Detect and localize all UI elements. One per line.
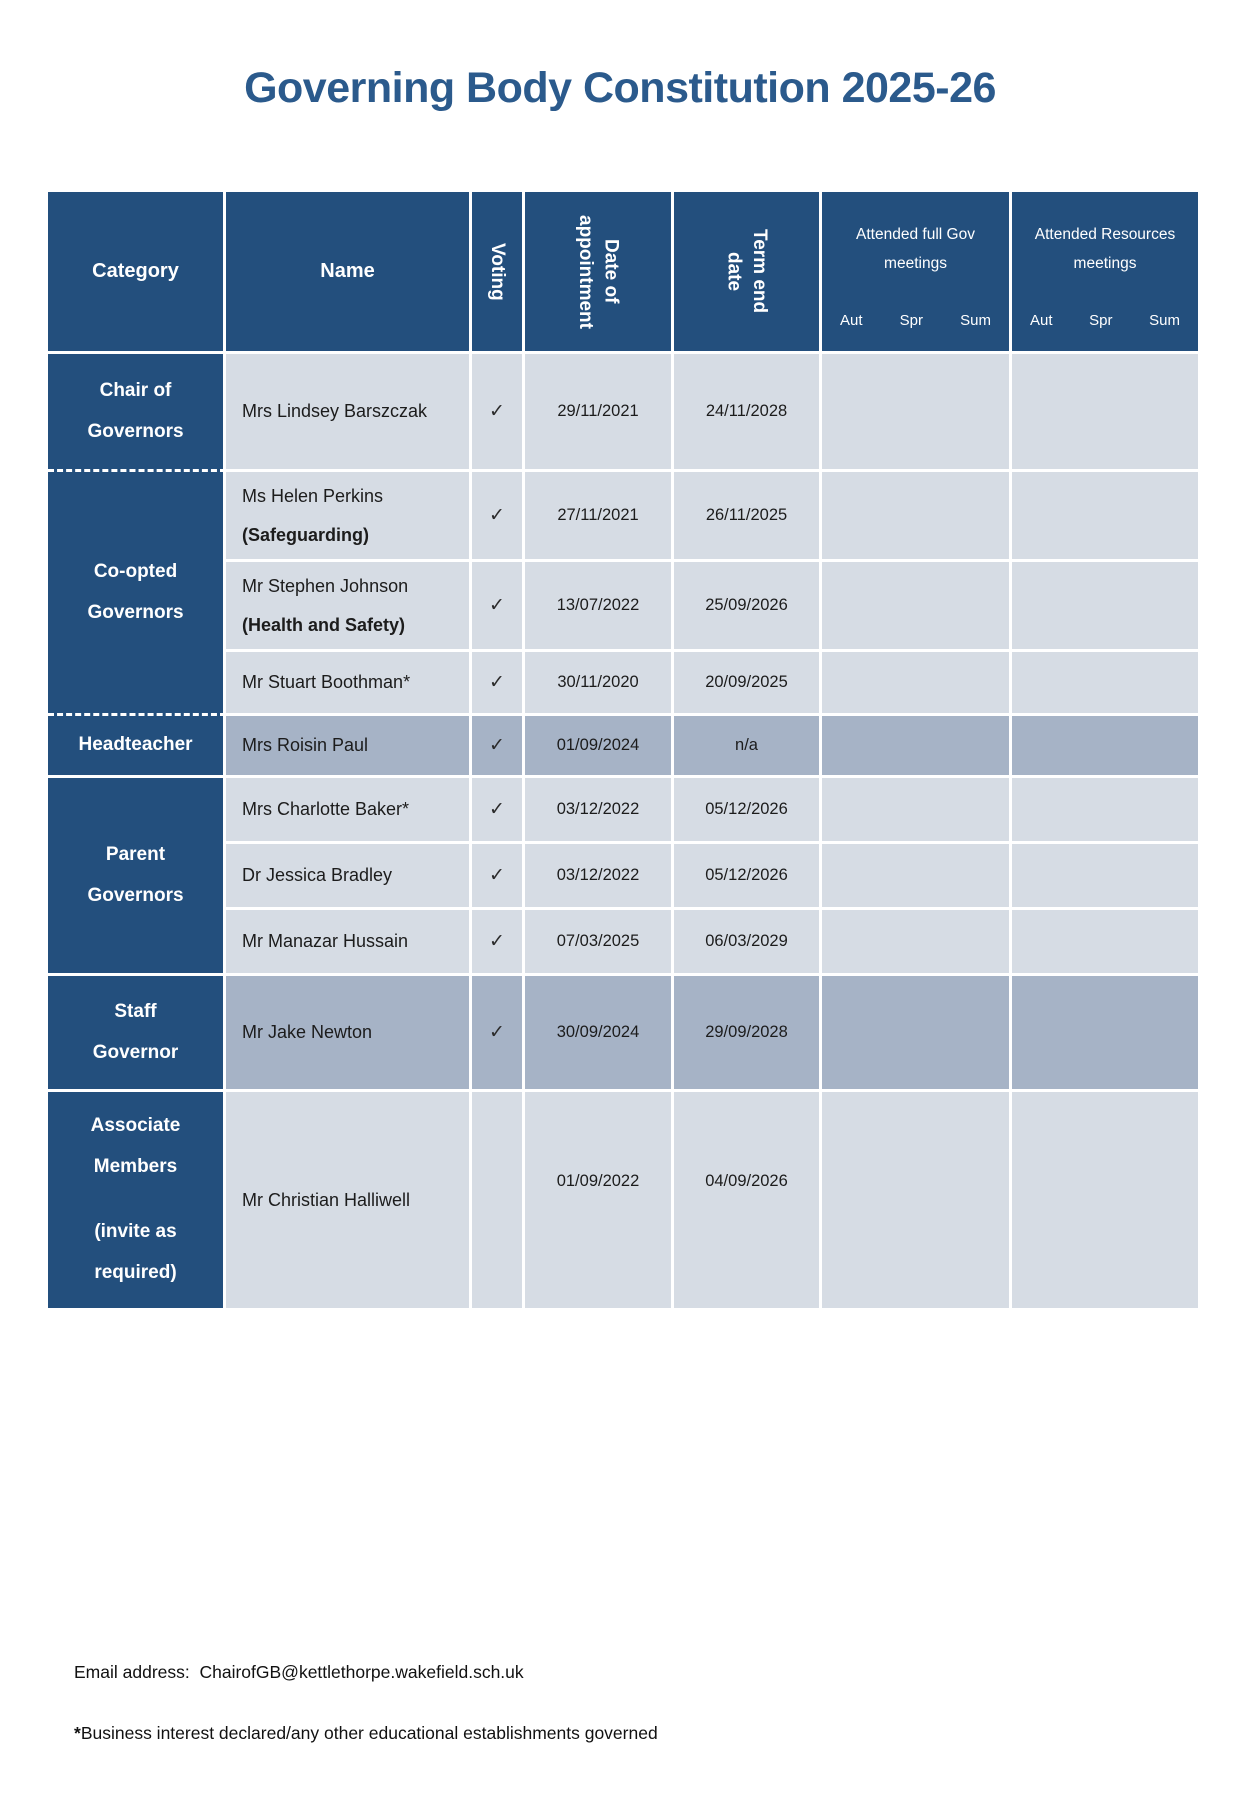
term-end-cell [674,976,822,1092]
header-voting-label: Voting [486,242,508,301]
appointment-date-cell [525,1092,674,1308]
attendance-full-gov-cell [822,652,1012,716]
attendance-full-gov-cell [822,716,1012,778]
appointment-date: 03/12/2022 [556,800,640,818]
governor-name: Ms Helen Perkins [242,485,384,506]
category-note: (invite as required) [94,1221,177,1283]
voting-cell [472,910,525,976]
term-end-date: n/a [735,736,758,754]
appointment-date-cell [525,778,674,844]
voting-cell [472,976,525,1092]
voting-cell [472,652,525,716]
governor-name: Mr Stuart Boothman* [242,672,411,692]
attendance-full-gov-cell [822,472,1012,562]
term-end-date: 04/09/2026 [705,1172,788,1190]
table-row-name [226,354,472,472]
header-date-of-appointment [525,192,674,354]
checkmark-icon: ✓ [489,595,505,616]
appointment-date: 29/11/2021 [557,402,639,420]
footer [74,1662,658,1744]
governor-role: (Safeguarding) [242,524,370,545]
term-end-cell [674,1092,822,1308]
voting-cell [472,1092,525,1308]
category-chair-of-governors [48,354,226,472]
governor-name: Mr Jake Newton [242,1022,373,1042]
header-attended-full-gov [822,192,1012,354]
term-aut-label: Aut [840,312,863,329]
term-end-date: 26/11/2025 [705,506,788,524]
table-row-name [226,472,472,562]
header-resources-terms [1024,312,1186,329]
attendance-full-gov-cell [822,778,1012,844]
appointment-date: 01/09/2022 [556,1172,640,1190]
checkmark-icon: ✓ [489,735,505,756]
category-headteacher [48,716,226,778]
appointment-date: 30/11/2020 [557,673,639,691]
term-aut-label: Aut [1030,312,1053,329]
note-text: Business interest declared/any other educational establishments governed [80,1723,658,1743]
governor-name: Mr Christian Halliwell [242,1189,411,1210]
voting-cell [472,354,525,472]
term-end-cell [674,472,822,562]
category-label: Staff Governor [92,1000,179,1063]
header-attended-resources [1012,192,1198,354]
table-row-name [226,562,472,652]
term-sum-label: Sum [960,312,991,329]
table-row-name [226,652,472,716]
term-end-cell [674,910,822,976]
term-end-date: 24/11/2028 [705,402,788,420]
term-end-cell [674,562,822,652]
term-end-date: 05/12/2026 [705,866,788,884]
category-co-opted-governors [48,472,226,716]
appointment-date: 27/11/2021 [557,506,639,524]
checkmark-icon: ✓ [489,672,505,693]
email-label: Email address: [74,1662,190,1682]
header-name [226,192,472,354]
term-sum-label: Sum [1149,312,1180,329]
term-end-cell [674,778,822,844]
page-title: Governing Body Constitution 2025-26 [244,64,996,112]
attendance-resources-cell [1012,910,1198,976]
header-term-end-date-label: Term end date [723,229,771,314]
email-value: ChairofGB@kettlethorpe.wakefield.sch.uk [199,1662,524,1682]
checkmark-icon: ✓ [489,505,505,526]
category-associate-members [48,1092,226,1308]
appointment-date: 30/09/2024 [556,1023,640,1041]
term-end-cell [674,844,822,910]
header-voting [472,192,525,354]
governor-name: Mrs Roisin Paul [242,735,369,755]
attendance-resources-cell [1012,1092,1198,1308]
term-spr-label: Spr [899,312,923,329]
table-row-name [226,778,472,844]
checkmark-icon: ✓ [489,799,505,820]
table-row-name [226,1092,472,1308]
governor-name: Mrs Lindsey Barszczak [242,401,428,421]
voting-cell [472,562,525,652]
checkmark-icon: ✓ [489,865,505,886]
attendance-full-gov-cell [822,844,1012,910]
category-parent-governors [48,778,226,976]
term-end-date: 25/09/2026 [705,596,788,614]
appointment-date-cell [525,716,674,778]
attendance-full-gov-cell [822,976,1012,1092]
appointment-date-cell [525,562,674,652]
checkmark-icon: ✓ [489,401,505,422]
voting-cell [472,716,525,778]
term-end-date: 06/03/2029 [705,932,788,950]
governor-role: (Health and Safety) [242,614,406,635]
category-label: Associate Members [90,1115,181,1178]
attendance-full-gov-cell [822,354,1012,472]
table-row-name [226,910,472,976]
appointment-date-cell [525,354,674,472]
attendance-resources-cell [1012,778,1198,844]
governor-name: Dr Jessica Bradley [242,865,393,885]
attendance-resources-cell [1012,354,1198,472]
appointment-date-cell [525,976,674,1092]
governor-name: Mr Stephen Johnson [242,575,409,596]
appointment-date-cell [525,910,674,976]
term-end-date: 05/12/2026 [705,800,788,818]
attendance-resources-cell [1012,652,1198,716]
governing-body-table [48,192,1198,1308]
appointment-date-cell [525,472,674,562]
term-end-date: 29/09/2028 [705,1023,788,1041]
appointment-date: 01/09/2024 [556,736,640,754]
checkmark-icon: ✓ [489,931,505,952]
table-row-name [226,976,472,1092]
attendance-full-gov-cell [822,910,1012,976]
header-full-gov-terms [834,312,997,329]
attendance-resources-cell [1012,562,1198,652]
term-spr-label: Spr [1089,312,1113,329]
appointment-date: 03/12/2022 [556,866,640,884]
governor-name: Mrs Charlotte Baker* [242,799,410,819]
attendance-resources-cell [1012,472,1198,562]
voting-cell [472,472,525,562]
note-line [74,1723,658,1744]
category-staff-governor [48,976,226,1092]
attendance-resources-cell [1012,716,1198,778]
header-term-end-date [674,192,822,354]
category-label: Chair of Governors [87,379,184,442]
term-end-cell [674,354,822,472]
category-label: Parent Governors [87,843,184,906]
header-name-label: Name [320,260,375,282]
voting-cell [472,778,525,844]
attendance-full-gov-cell [822,1092,1012,1308]
term-end-date: 20/09/2025 [705,673,788,691]
category-label: Co-opted Governors [87,560,184,623]
appointment-date: 13/07/2022 [556,596,640,614]
governor-name: Mr Manazar Hussain [242,931,409,951]
header-category-label: Category [92,260,179,282]
attendance-full-gov-cell [822,562,1012,652]
email-line [74,1662,658,1683]
attendance-resources-cell [1012,844,1198,910]
table-row-name [226,844,472,910]
attendance-resources-cell [1012,976,1198,1092]
term-end-cell [674,716,822,778]
header-attended-full-gov-label: Attended full Gov meetings [856,226,975,273]
appointment-date: 07/03/2025 [556,932,640,950]
category-label: Headteacher [78,734,193,756]
checkmark-icon: ✓ [489,1022,505,1043]
header-category [48,192,226,354]
table-row-name [226,716,472,778]
header-date-of-appointment-label: Date of appointment [575,214,622,329]
appointment-date-cell [525,652,674,716]
voting-cell [472,844,525,910]
appointment-date-cell [525,844,674,910]
header-attended-resources-label: Attended Resources meetings [1034,226,1176,273]
term-end-cell [674,652,822,716]
note-asterisk: * [74,1723,81,1743]
